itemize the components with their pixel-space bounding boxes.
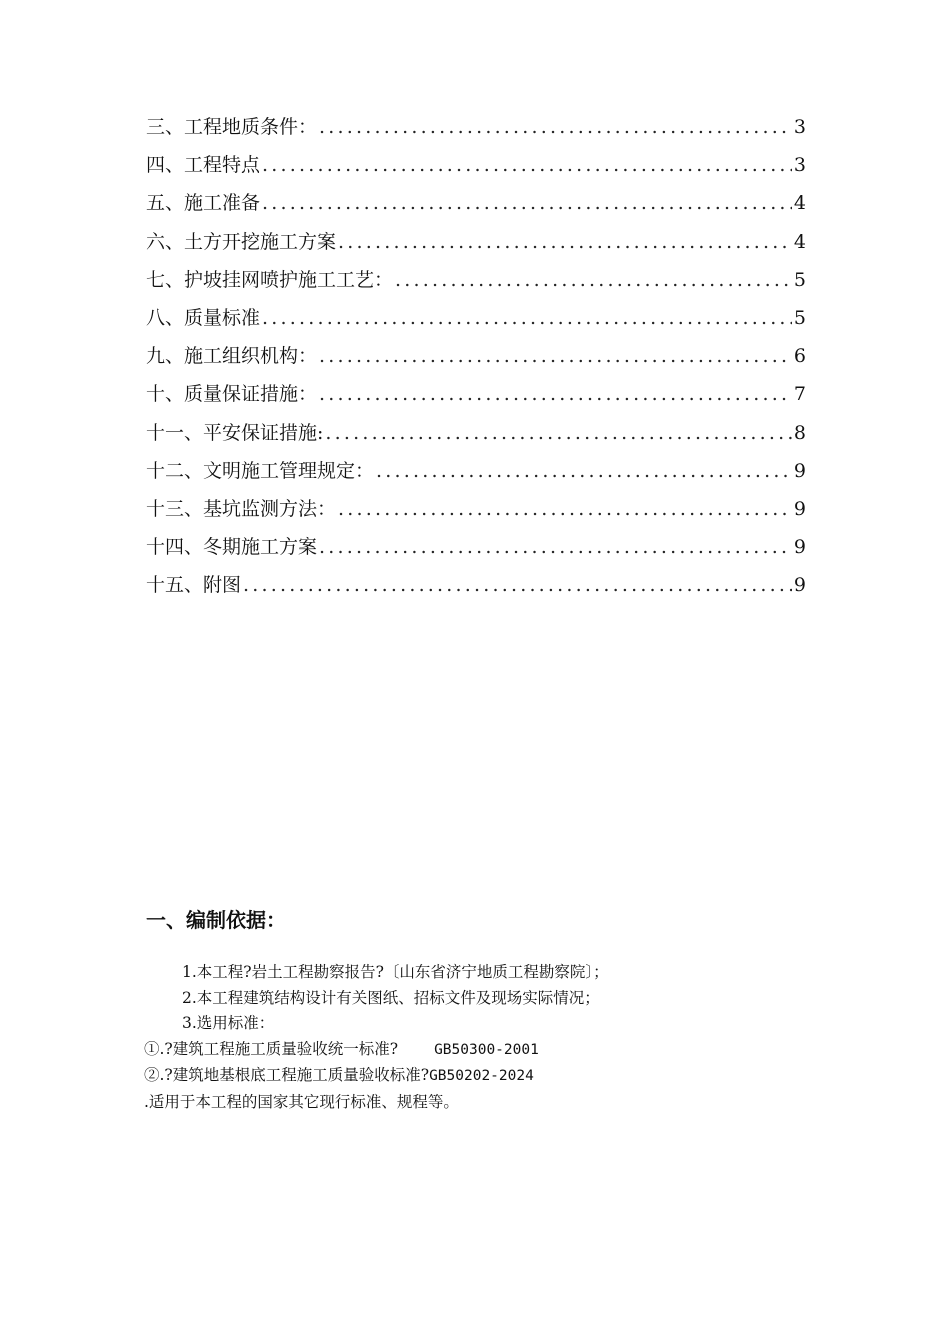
toc-entry-page: 9 bbox=[793, 574, 806, 597]
toc-entry[interactable] bbox=[146, 227, 806, 265]
toc-dot-leader bbox=[317, 345, 792, 367]
standard-1 bbox=[144, 1037, 824, 1064]
toc-entry-title: 五、施工准备 bbox=[146, 192, 261, 215]
section-body bbox=[144, 960, 824, 1115]
toc-entry[interactable] bbox=[146, 494, 806, 532]
toc-entry[interactable] bbox=[146, 303, 806, 341]
toc-entry-title: 十四、冬期施工方案 bbox=[146, 536, 318, 559]
toc-entry-title: 十、质量保证措施： bbox=[146, 383, 318, 406]
toc-entry-page: 7 bbox=[793, 383, 806, 406]
toc-entry[interactable] bbox=[146, 112, 806, 150]
toc-dot-leader bbox=[260, 154, 792, 176]
toc-dot-leader bbox=[336, 231, 792, 253]
toc-entry-page: 9 bbox=[793, 459, 806, 482]
toc-entry-page: 9 bbox=[793, 536, 806, 559]
basis-item-2: 2.本工程建筑结构设计有关图纸、招标文件及现场实际情况； bbox=[182, 988, 600, 1007]
toc-entry-title: 八、质量标准 bbox=[146, 306, 261, 329]
standard-1-code: GB50300-2001 bbox=[434, 1041, 539, 1058]
toc-dot-leader bbox=[260, 307, 792, 329]
toc-entry-title: 六、土方开挖施工方案 bbox=[146, 230, 337, 253]
toc-entry-title: 四、工程特点 bbox=[146, 154, 261, 177]
basis-item-4: .适用于本工程的国家其它现行标准、规程等。 bbox=[144, 1092, 459, 1111]
toc-entry-title: 七、护坡挂网喷护施工工艺： bbox=[146, 268, 394, 291]
toc-entry[interactable] bbox=[146, 532, 806, 570]
toc-entry-page: 9 bbox=[793, 497, 806, 520]
toc-entry[interactable] bbox=[146, 570, 806, 608]
basis-item-3: 3.选用标准： bbox=[182, 1014, 275, 1032]
toc-entry-title: 十一、平安保证措施: bbox=[146, 421, 324, 444]
standard-2-label: ②.?建筑地基根底工程施工质量验收标准? bbox=[144, 1066, 430, 1084]
standard-1-label: ①.?建筑工程施工质量验收统一标准? bbox=[144, 1039, 399, 1058]
table-of-contents bbox=[146, 112, 806, 608]
toc-entry[interactable] bbox=[146, 188, 806, 226]
toc-entry-page: 3 bbox=[793, 116, 806, 138]
toc-entry-title: 十三、基坑监测方法： bbox=[146, 497, 337, 520]
standard-2 bbox=[144, 1063, 824, 1090]
toc-dot-leader bbox=[241, 574, 792, 596]
toc-entry[interactable] bbox=[146, 379, 806, 417]
toc-entry[interactable] bbox=[146, 150, 806, 188]
toc-entry[interactable] bbox=[146, 418, 806, 456]
toc-entry-page: 8 bbox=[793, 421, 806, 444]
toc-dot-leader bbox=[374, 460, 792, 482]
toc-dot-leader bbox=[317, 116, 792, 138]
toc-dot-leader bbox=[260, 192, 792, 214]
toc-entry-page: 4 bbox=[793, 230, 806, 253]
toc-entry-page: 5 bbox=[793, 268, 806, 291]
toc-entry[interactable] bbox=[146, 341, 806, 379]
toc-entry-page: 3 bbox=[793, 154, 806, 177]
toc-entry-title: 十二、文明施工管理规定： bbox=[146, 459, 375, 482]
standard-2-code: GB50202-2024 bbox=[429, 1068, 534, 1084]
basis-item-1: 1.本工程?岩土工程勘察报告?〔山东省济宁地质工程勘察院〕； bbox=[182, 963, 609, 981]
toc-entry-page: 5 bbox=[793, 306, 806, 329]
toc-entry[interactable] bbox=[146, 456, 806, 494]
toc-entry-title: 九、施工组织机构： bbox=[146, 345, 318, 368]
toc-dot-leader bbox=[323, 422, 792, 444]
toc-entry-title: 十五、附图 bbox=[146, 574, 242, 597]
toc-dot-leader bbox=[393, 269, 792, 291]
toc-entry-title: 三、工程地质条件： bbox=[146, 116, 318, 138]
toc-entry-page: 4 bbox=[793, 192, 806, 215]
toc-dot-leader bbox=[336, 498, 792, 520]
toc-entry-page: 6 bbox=[793, 345, 806, 368]
toc-dot-leader bbox=[317, 383, 792, 405]
toc-entry[interactable] bbox=[146, 265, 806, 303]
toc-dot-leader bbox=[317, 536, 792, 558]
section-heading: 一、编制依据： bbox=[146, 908, 286, 932]
